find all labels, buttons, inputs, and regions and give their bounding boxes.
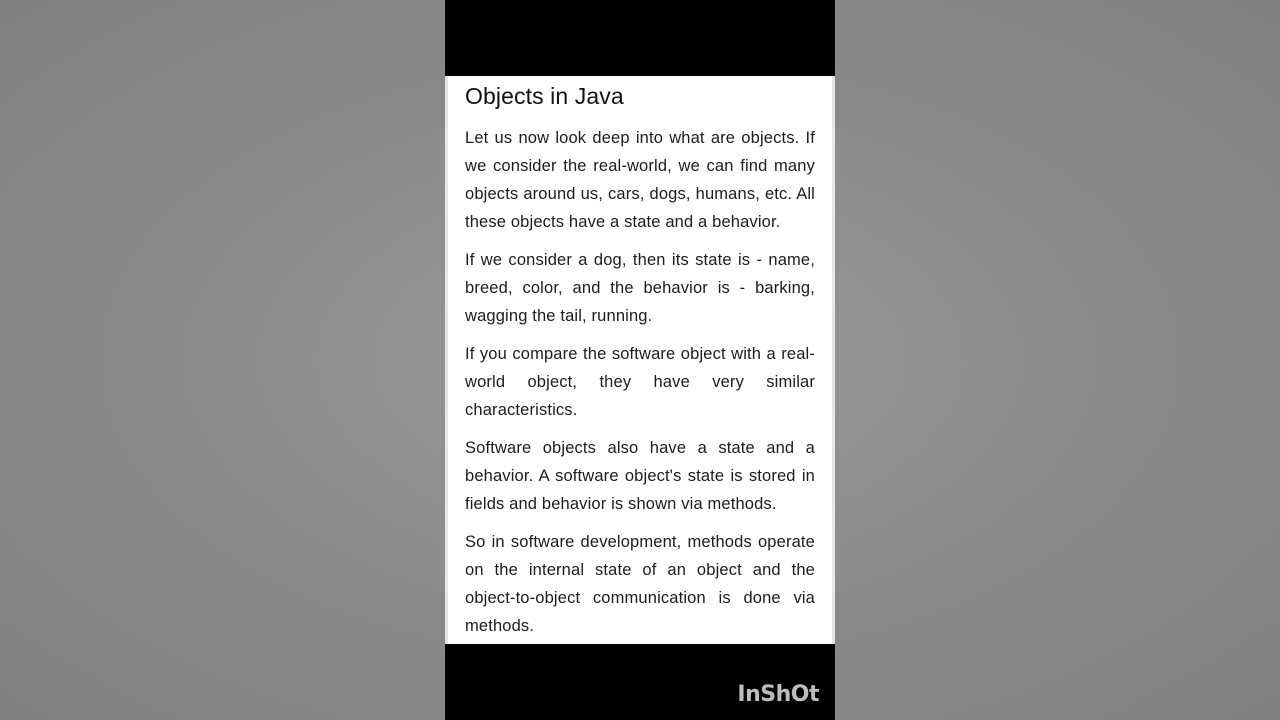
paragraph-1: Let us now look deep into what are objects. If we consider the real-world, we can find many objects around us, cars, dogs, humans, etc. All these objects have a state and a behavior. [465,129,815,231]
paragraph-2: If we consider a dog, then its state is - name, breed, color, and the behavior is - barking, wagging the tail, running. [465,251,815,325]
article-content [465,79,815,650]
inshot-watermark: InShOt [737,682,819,707]
article-page [445,76,835,644]
video-frame [445,0,835,720]
page-title: Objects in Java [465,83,624,109]
paragraph-4: Software objects also have a state and a behavior. A software object's state is stored in fields and behavior is shown via methods. [465,439,815,513]
paragraph-3: If you compare the software object with a real-world object, they have very similar characteristics. [465,345,815,419]
paragraph-5: So in software development, methods operate on the internal state of an object and the object-to-object communication is done via methods. [465,533,815,635]
